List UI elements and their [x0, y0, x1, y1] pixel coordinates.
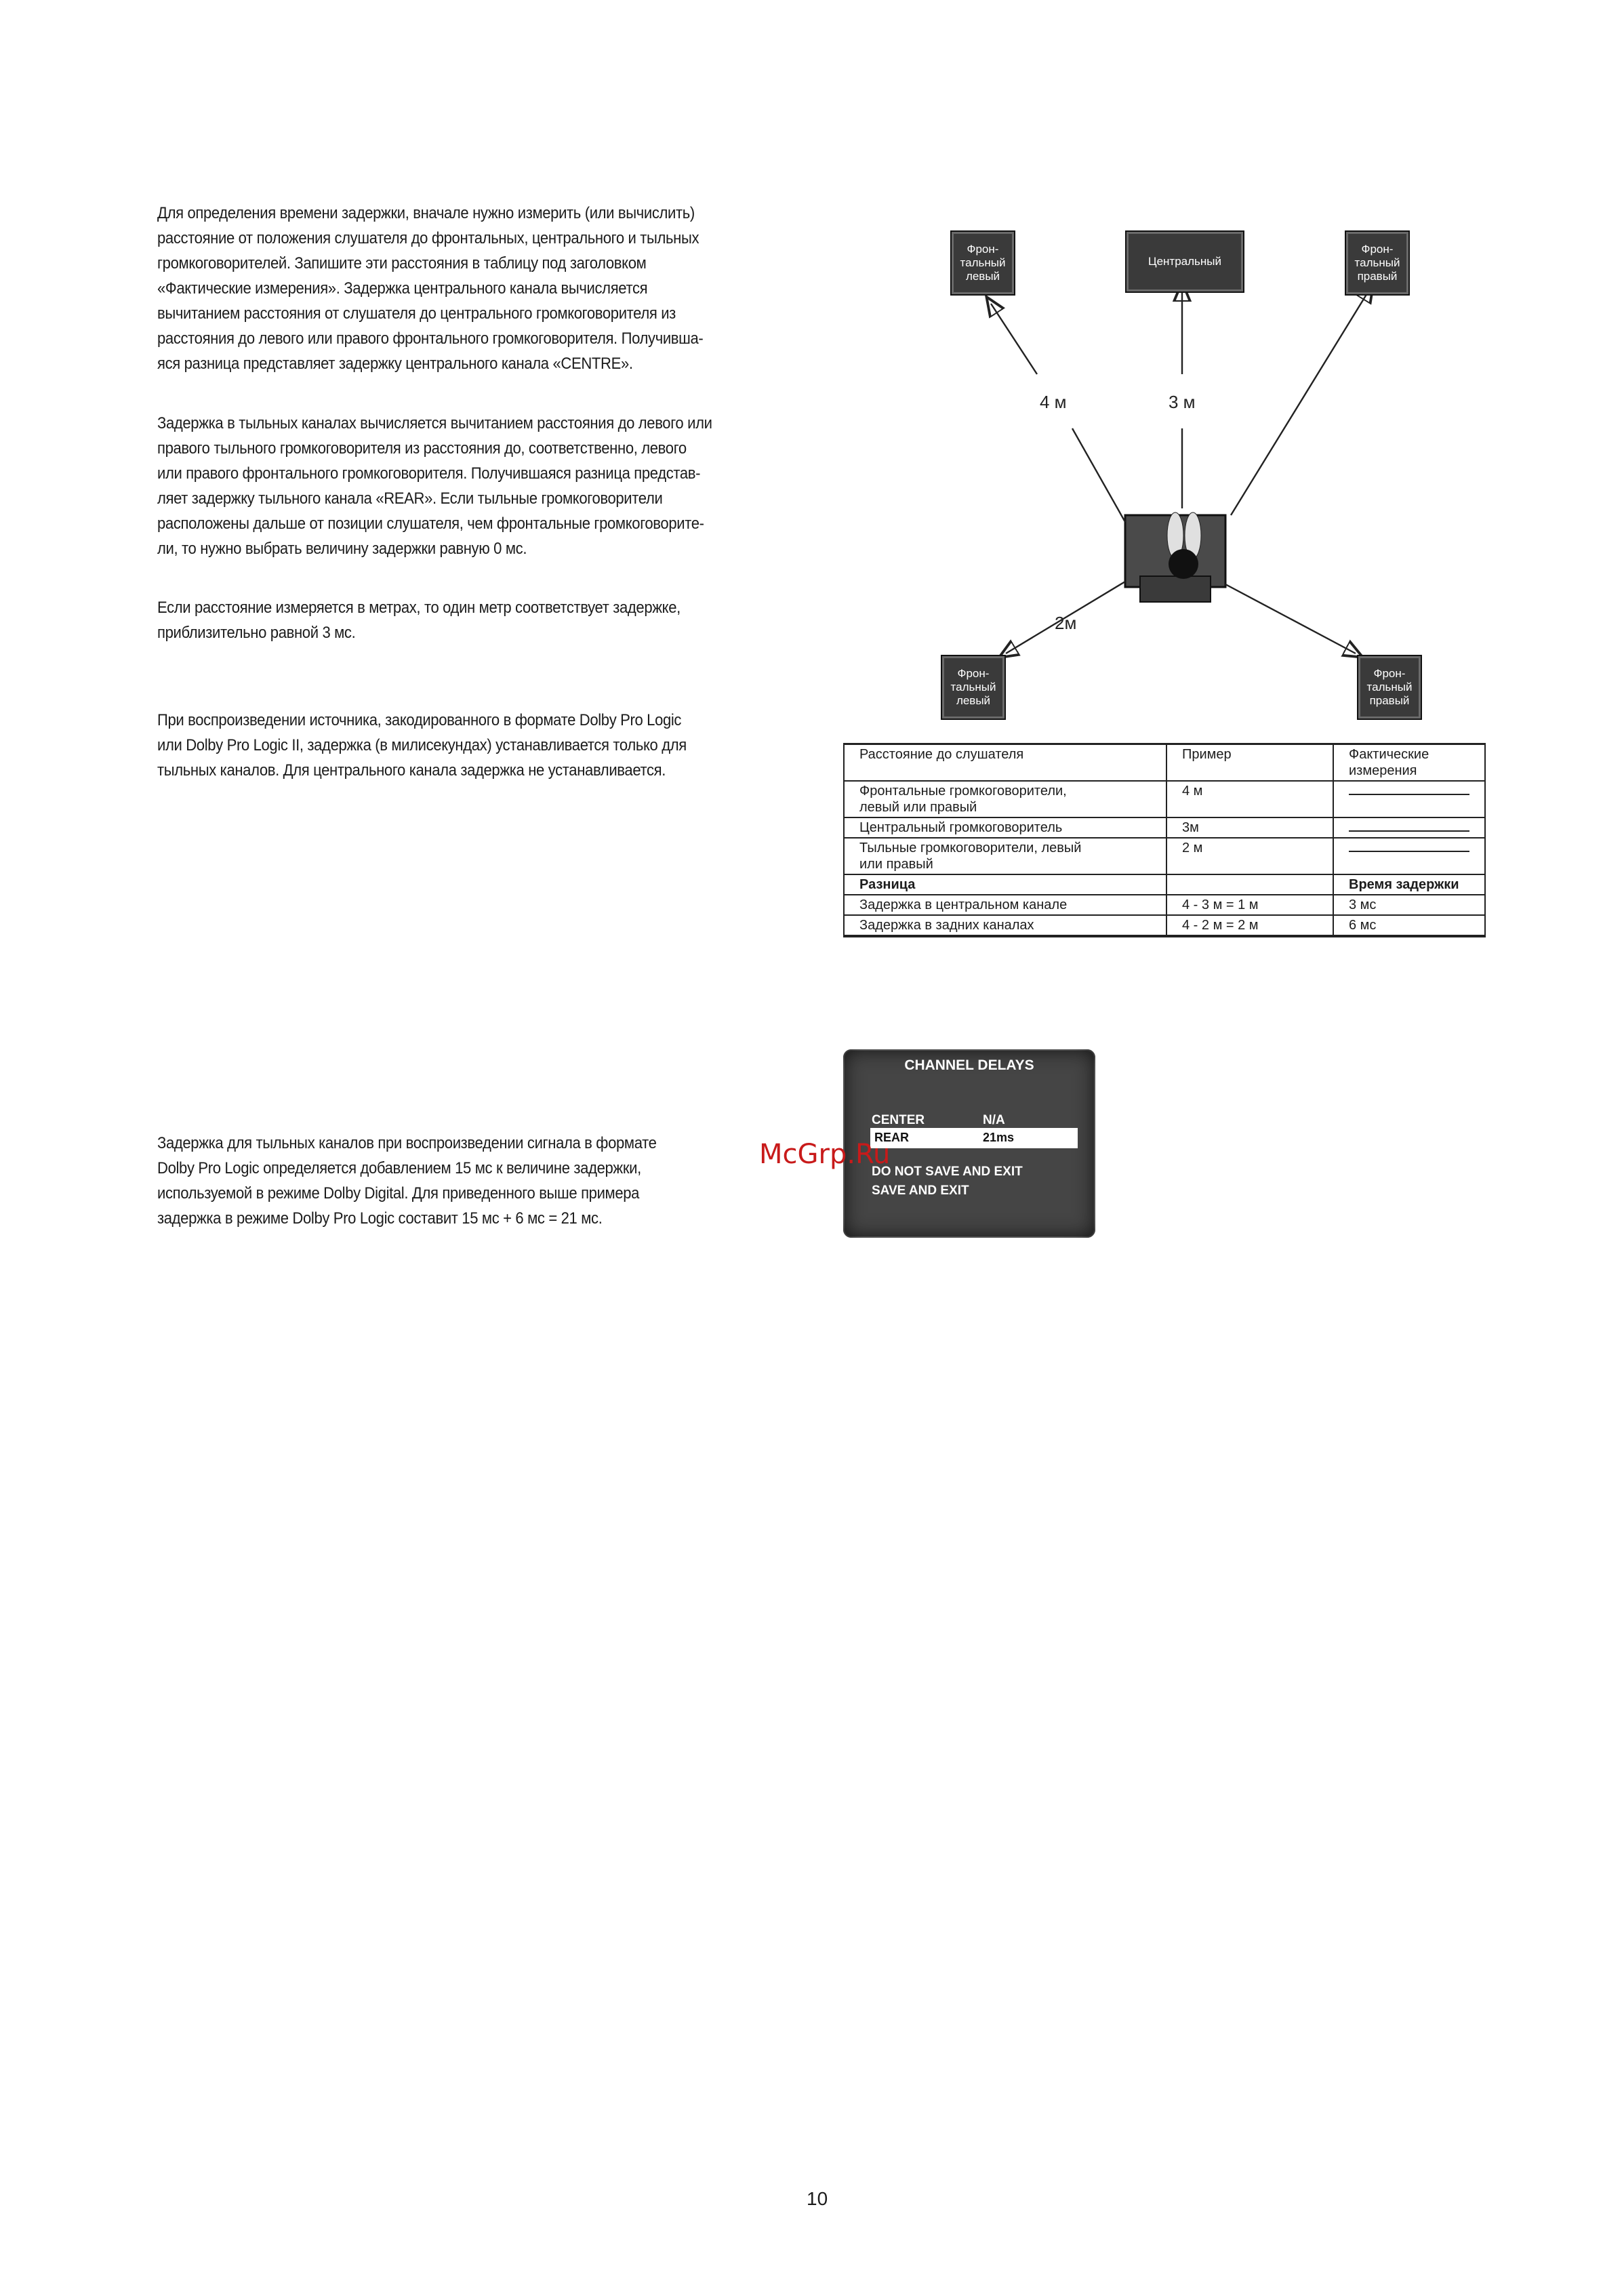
osd-rear-label: REAR: [874, 1131, 910, 1144]
arrow-front-left: [991, 304, 1037, 374]
measurement-blank: [1333, 817, 1485, 838]
osd-do-not-save-option[interactable]: DO NOT SAVE AND EXIT: [872, 1165, 1023, 1179]
table-row: [844, 915, 1485, 936]
measurement-table: [843, 743, 1486, 937]
arrow-rear-right: [1225, 584, 1356, 653]
paragraph-intro: Для определения времени задержки, вначале нужно измерить (или вычислить) расстояние от положения слушателя до фронтальных, центрального и тыльных громкоговорителей. Запишите эти расстояния в таблицу под заголовком «Фактические измерения». Задержка центрального канала вычисляется вычитанием расстояния от слушателя до центрального громкоговорителя из расстояния до левого или правого фронтального громкоговорителя. Получивша- яся разница представляет задержку центрального канала «CENTRE».: [157, 204, 704, 373]
table-cell: Время задержки: [1333, 874, 1485, 895]
osd-center-label: CENTER: [872, 1113, 925, 1127]
distance-center-label: 3 м: [1169, 392, 1196, 412]
listener-seat: [1125, 512, 1225, 602]
osd-title: CHANNEL DELAYS: [904, 1057, 1034, 1073]
table-cell: Фронтальные громкоговорители, левый или правый: [844, 781, 1166, 817]
table-cell: 4 - 2 м = 2 м: [1166, 915, 1333, 936]
speaker-rear-right: Фрон- тальный правый: [1357, 655, 1422, 720]
table-row: [844, 781, 1485, 817]
measurement-blank: [1333, 838, 1485, 874]
table-row: [844, 874, 1485, 895]
arrow-front-right: [1231, 290, 1369, 515]
table-row: [844, 838, 1485, 874]
table-cell: Разница: [844, 874, 1166, 895]
table-cell: Тыльные громкоговорители, левый или правый: [844, 838, 1166, 874]
table-cell: [1166, 874, 1333, 895]
speaker-front-right: Фрон- тальный правый: [1345, 230, 1410, 296]
paragraph-pro-logic: При воспроизведении источника, закодированного в формате Dolby Pro Logic или Dolby Pro Logic II, задержка (в милисекундах) устанавливается только для тыльных каналов. Для центрального канала задержка не устанавливается.: [157, 711, 687, 780]
table-header-row: [844, 744, 1485, 782]
table-row: [844, 817, 1485, 838]
speaker-center: Центральный: [1125, 230, 1244, 293]
distance-rear-label: 2м: [1055, 613, 1077, 633]
speaker-front-left: Фрон- тальный левый: [950, 230, 1015, 296]
osd-save-option[interactable]: SAVE AND EXIT: [872, 1184, 969, 1198]
osd-rear-row[interactable]: [870, 1128, 1078, 1148]
paragraph-rear-delay: Задержка в тыльных каналах вычисляется вычитанием расстояния до левого или правого тыльного громкоговорителя из расстояния до, соответственно, левого или правого фронтального громкоговорителя. Получившаяся разница представ- ляет задержку тыльного канала «REAR». Если тыльные громкоговорители расположены дальше от позиции слушателя, чем фронтальные громкоговорите- ли, то нужно выбрать величину задержки равную 0 мс.: [157, 414, 712, 558]
paragraph-meters: Если расстояние измеряется в метрах, то один метр соответствует задержке, приблизительно равной 3 мс.: [157, 599, 681, 642]
table-cell: 3 мс: [1333, 895, 1485, 915]
table-cell: 4 м: [1166, 781, 1333, 817]
table-cell: Задержка в центральном канале: [844, 895, 1166, 915]
table-header: Фактические измерения: [1333, 744, 1485, 782]
watermark: McGrp.Ru: [759, 1139, 891, 1170]
page-number: 10: [807, 2188, 828, 2209]
table-cell: Центральный громкоговоритель: [844, 817, 1166, 838]
distance-front-label: 4 м: [1040, 392, 1067, 412]
table-cell: 6 мс: [1333, 915, 1485, 936]
table-cell: 2 м: [1166, 838, 1333, 874]
measurement-blank: [1333, 781, 1485, 817]
paragraph-pro-logic-delay: Задержка для тыльных каналов при воспроизведении сигнала в формате Dolby Pro Logic определяется добавлением 15 мс к величине задержки, используемой в режиме Dolby Digital. Для приведенного выше примера задержка в режиме Dolby Pro Logic составит 15 мс + 6 мс = 21 мс.: [157, 1134, 657, 1228]
table-row: [844, 895, 1485, 915]
table-cell: 4 - 3 м = 1 м: [1166, 895, 1333, 915]
osd-center-value: N/A: [983, 1113, 1005, 1127]
table-cell: 3м: [1166, 817, 1333, 838]
table-cell: Задержка в задних каналах: [844, 915, 1166, 936]
table-header: Пример: [1166, 744, 1333, 782]
speaker-rear-left: Фрон- тальный левый: [941, 655, 1006, 720]
osd-rear-value: 21ms: [983, 1131, 1015, 1144]
table-header: Расстояние до слушателя: [844, 744, 1166, 782]
